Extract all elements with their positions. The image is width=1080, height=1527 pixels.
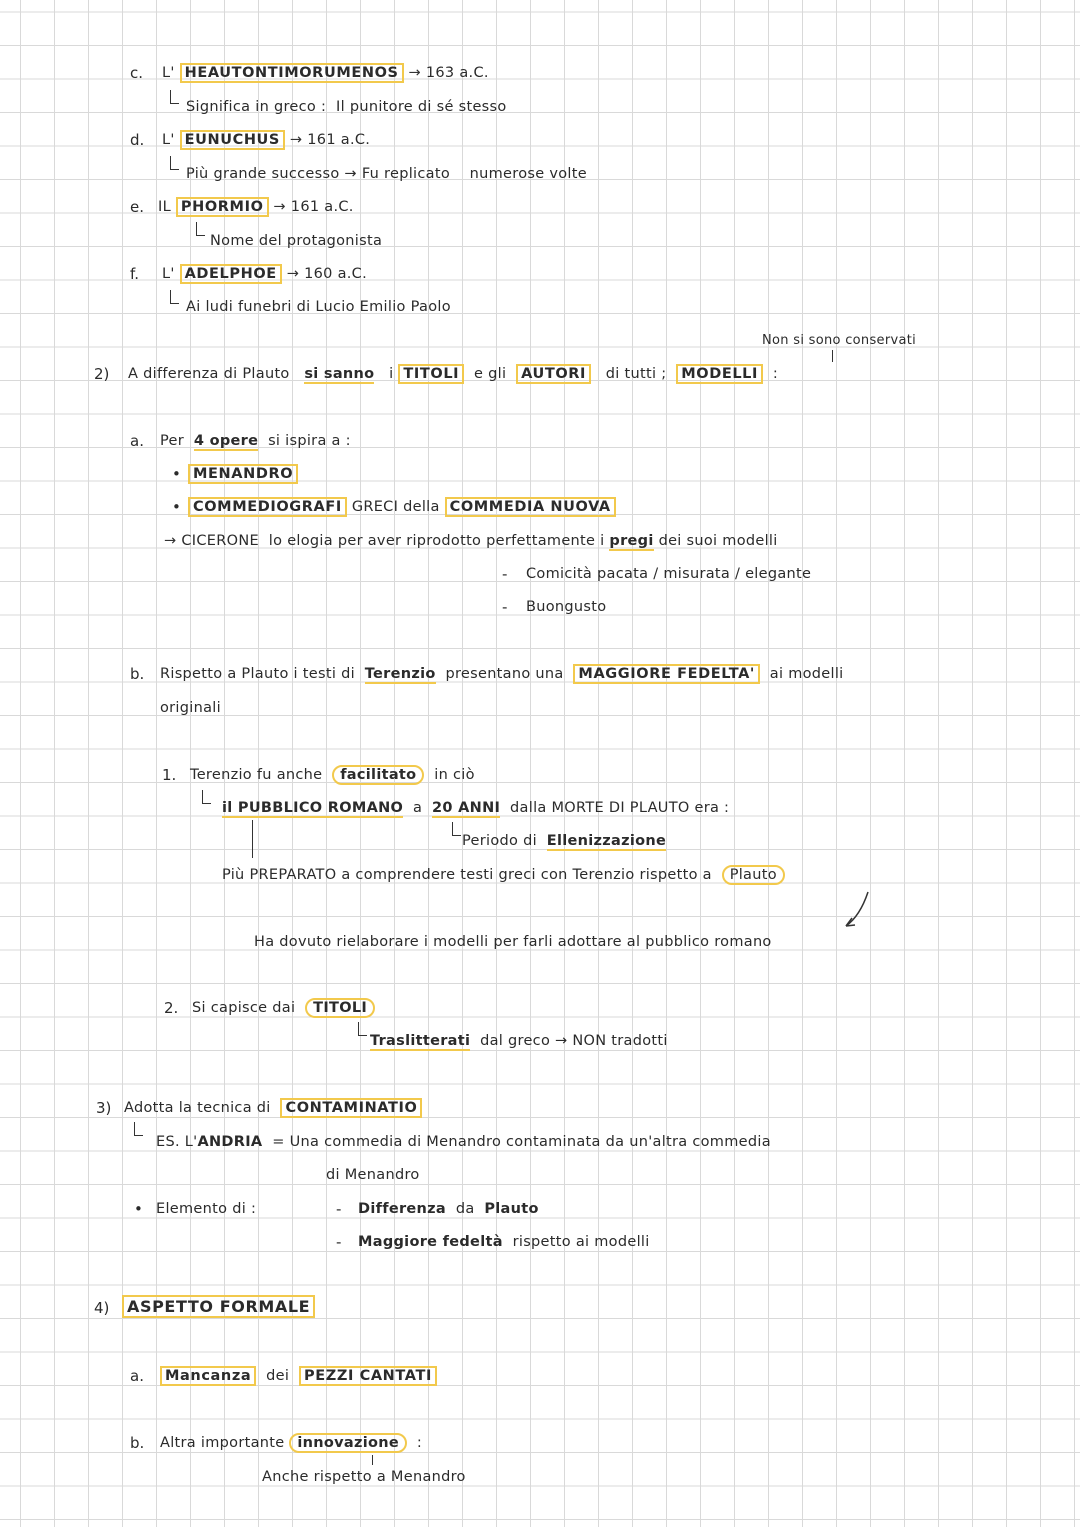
note-text: numerose volte [469,166,587,182]
text: : [416,1435,423,1451]
bullet-icon: • [172,465,181,483]
item-4b [160,1433,422,1453]
point-1-heading [190,765,475,785]
item-4a [160,1366,437,1386]
highlight-pezzi-cantati: PEZZI CANTATI [299,1366,437,1386]
text: in ciò [434,767,475,783]
item-letter-a: a. [130,432,144,450]
dash-icon: - [502,565,508,583]
text: Adotta la tecnica di [124,1100,271,1116]
item-e-note: Nome del protagonista [210,233,383,249]
branch-hook-icon [196,222,205,236]
item-letter-d: d. [130,131,145,149]
text: Terenzio fu anche [190,767,323,783]
text: dei [266,1368,290,1384]
arrow-down-left-icon [840,888,876,932]
article: L' [162,266,175,282]
play-title-eunuchus: EUNUCHUS [180,130,285,150]
date: 161 a.C. [307,132,371,148]
section-number-3: 3) [96,1099,112,1117]
text: si ispira a : [268,433,351,449]
text: Per [160,433,185,449]
emphasis-terenzio: Terenzio [364,666,436,682]
example-continuation: di Menandro [326,1167,420,1183]
highlight-titoli: TITOLI [398,364,464,384]
note-not-preserved: Non si sono conservati [762,333,917,348]
arrow-icon: → [273,199,286,215]
item-letter-b: b. [130,665,145,683]
date: 163 a.C. [425,65,489,81]
highlight-autori: AUTORI [516,364,591,384]
highlight-commedia-nuova: COMMEDIA NUOVA [445,497,616,517]
branch-hook-icon [170,156,179,170]
sub-number-2: 2. [164,999,179,1017]
item-2b-continuation: originali [160,700,221,716]
branch-hook-icon [170,90,179,104]
highlight-mancanza: Mancanza [160,1366,256,1386]
branch-hook-icon [134,1122,143,1136]
highlight-maggiore-fedelta: MAGGIORE FEDELTA' [573,664,760,684]
section-2-heading [128,364,778,384]
text: Più PREPARATO a comprendere testi greci con Terenzio rispetto a [222,867,712,883]
bullet-icon: • [134,1200,143,1218]
bullet-commediografi [188,497,616,517]
text: A differenza di Plauto [128,366,290,382]
arrow-icon: → [286,266,300,282]
section-number-4: 4) [94,1299,110,1317]
item-2a-heading [160,431,351,451]
branch-hook-icon [170,290,179,304]
emphasis-ellenizzazione: Ellenizzazione [546,833,667,849]
item-letter-a: a. [130,1367,144,1385]
item-letter-b: b. [130,1434,145,1452]
item-e-heading [158,197,354,217]
connector-line [372,1455,373,1465]
date: 160 a.C. [304,266,368,282]
text: e gli [474,366,507,382]
text: da [455,1201,475,1217]
circled-innovazione: innovazione [289,1433,407,1453]
text: a [412,800,423,816]
item-c-heading [162,63,489,83]
branch-hook-icon [358,1022,367,1036]
item-letter-f: f. [130,265,139,283]
highlight-contaminatio: CONTAMINATIO [280,1098,422,1118]
note-text: Significa in greco : [186,99,327,115]
text: ai modelli [769,666,844,682]
sub-number-1: 1. [162,766,177,784]
emphasis: Differenza [358,1201,446,1217]
prepared-line [222,865,785,885]
emphasis-pubblico-romano: il PUBBLICO ROMANO [222,800,404,816]
item-f-heading [162,264,367,284]
example-line [156,1132,771,1152]
article: IL [158,199,171,215]
pregio-2: Buongusto [526,599,607,615]
item-d-note [186,164,587,184]
play-title-heautontimorumenos: HEAUTONTIMORUMENOS [180,63,404,83]
emphasis-pregi: pregi [609,533,654,549]
text: lo elogia per aver riprodotto perfettamente i [268,533,605,549]
text: = Una commedia di Menandro contaminata da un'altra commedia [272,1134,771,1150]
arrow-icon: → [408,65,421,81]
text: dal greco → NON tradotti [480,1033,668,1049]
connector-line [832,350,833,362]
point-1-detail [222,798,729,818]
note-text: Fu replicato [361,166,450,182]
note-text: Più grande successo → [186,166,357,182]
pregio-1: Comicità pacata / misurata / elegante [526,566,812,582]
point-2-heading [192,998,375,1018]
emphasis: si sanno [304,366,375,382]
item-letter-e: e. [130,198,144,216]
text: Periodo di [462,833,537,849]
text: presentano una [445,666,564,682]
item-4b-note: Anche rispetto a Menandro [262,1469,466,1485]
text: di tutti ; [605,366,667,382]
play-title-phormio: PHORMIO [176,197,269,217]
connector-line [252,820,253,858]
text: dei suoi modelli [658,533,778,549]
article: L' [162,65,175,81]
dash-icon: - [336,1233,342,1251]
highlight-aspetto-formale: ASPETTO FORMALE [122,1295,315,1318]
emphasis-traslitterati: Traslitterati [370,1033,471,1049]
text: Rispetto a Plauto i testi di [160,666,355,682]
emphasis: Maggiore fedeltà [358,1234,503,1250]
point-2-detail [370,1031,668,1051]
section-4-heading [122,1297,315,1317]
dash-icon: - [502,598,508,616]
text: GRECI della [351,499,440,515]
item-letter-c: c. [130,64,144,82]
circled-facilitato: facilitato [332,765,424,785]
emphasis: 4 opere [193,433,259,449]
article: L' [162,132,175,148]
emphasis: Plauto [484,1201,539,1217]
arrow-icon: → [289,132,303,148]
play-title-adelphoe: ADELPHOE [180,264,282,284]
element-2 [358,1232,650,1252]
text: : [772,366,779,382]
text: i [389,366,394,382]
highlight-commediografi: COMMEDIOGRAFI [188,497,347,517]
circled-plauto: Plauto [722,865,785,885]
circled-titoli: TITOLI [305,998,375,1018]
cicerone-line [164,531,778,551]
text: Si capisce dai [192,1000,296,1016]
emphasis-20-anni: 20 ANNI [432,800,501,816]
section-3-heading [124,1098,422,1118]
text: CICERONE [181,533,259,549]
rework-line: Ha dovuto rielaborare i modelli per farli adottare al pubblico romano [254,934,772,950]
dash-icon: - [336,1200,342,1218]
branch-hook-icon [452,822,461,836]
element-1 [358,1199,539,1219]
branch-hook-icon [202,790,211,804]
highlight-menandro: MENANDRO [188,464,298,484]
text: ES. L' [156,1134,198,1150]
text: Altra importante [160,1435,285,1451]
element-label: Elemento di : [156,1201,257,1217]
arrow-icon: → [164,533,177,549]
note-text: Il punitore di sé stesso [336,99,507,115]
section-number-2: 2) [94,365,110,383]
item-d-heading [162,130,370,150]
item-f-note: Ai ludi funebri di Lucio Emilio Paolo [186,299,451,315]
bullet-icon: • [172,498,181,516]
item-2b-heading [160,664,844,684]
item-c-note [186,97,507,117]
bullet-menandro [188,464,298,484]
highlight-modelli: MODELLI [676,364,763,384]
text: dalla MORTE DI PLAUTO era : [510,800,730,816]
text: rispetto ai modelli [512,1234,650,1250]
period-note [462,831,666,851]
date: 161 a.C. [290,199,354,215]
emphasis-andria: ANDRIA [197,1134,263,1150]
